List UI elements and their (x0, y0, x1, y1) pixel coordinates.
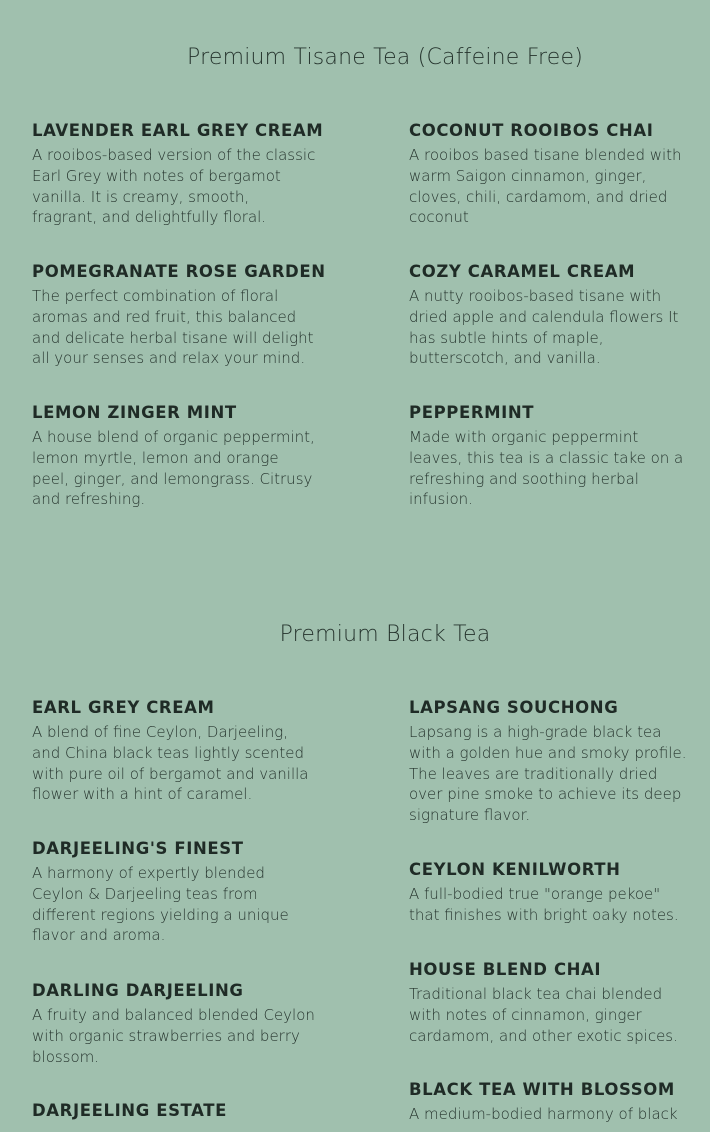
menu-item-name: LAVENDER EARL GREY CREAM (32, 121, 324, 140)
menu-item-name: COCONUT ROOIBOS CHAI (409, 121, 654, 140)
menu-item-description: A medium-bodied harmony of black (409, 1105, 678, 1123)
menu-item (409, 698, 695, 826)
section-title-tisane: Premium Tisane Tea (Caffeine Free) (187, 45, 583, 70)
menu-item-name: EARL GREY CREAM (32, 698, 215, 717)
menu-item (32, 403, 318, 510)
menu-item (409, 960, 695, 1046)
menu-item-description: Traditional black tea chai blended with notes of cinnamon, ginger cardamom, and other exotic spices. (409, 985, 678, 1045)
menu-item-name: PEPPERMINT (409, 403, 535, 422)
menu-item (409, 860, 695, 926)
menu-item-description: A full-bodied true "orange pekoe" that finishes with bright oaky notes. (409, 885, 679, 924)
menu-item (409, 262, 695, 369)
menu-item (32, 121, 324, 228)
menu-item (409, 121, 695, 228)
menu-item-name: COZY CARAMEL CREAM (409, 262, 636, 281)
menu-item-name: LEMON ZINGER MINT (32, 403, 237, 422)
menu-item (32, 262, 326, 369)
section-title-black-tea: Premium Black Tea (279, 622, 491, 647)
menu-item-name: POMEGRANATE ROSE GARDEN (32, 262, 326, 281)
menu-item-name: DARLING DARJEELING (32, 981, 244, 1000)
menu-item-description: Made with organic peppermint leaves, this tea is a classic take on a refreshing and soothing herbal infusion. (409, 428, 684, 509)
menu-item-name: DARJEELING ESTATE (32, 1101, 227, 1120)
menu-item-name: LAPSANG SOUCHONG (409, 698, 619, 717)
menu-item (32, 698, 318, 805)
menu-item-description: Lapsang is a high-grade black tea with a golden hue and smoky profile. The leaves are traditionally dried over pine smoke to achieve its deep signature flavor. (409, 723, 687, 825)
menu-item (409, 403, 695, 510)
menu-item-description: A nutty rooibos-based tisane with dried apple and calendula flowers It has subtle hints of maple, butterscotch, and vanilla. (409, 287, 679, 368)
menu-item-description: A harmony of expertly blended Ceylon & Darjeeling teas from different regions yielding a unique flavor and aroma. (32, 864, 289, 945)
menu-item (32, 1101, 318, 1125)
menu-item-description: A fruity and balanced blended Ceylon with organic strawberries and berry blossom. (32, 1006, 315, 1066)
menu-item-name: CEYLON KENILWORTH (409, 860, 621, 879)
menu-item-name: BLACK TEA WITH BLOSSOM (409, 1080, 675, 1099)
menu-item-name: DARJEELING'S FINEST (32, 839, 244, 858)
menu-item-name: HOUSE BLEND CHAI (409, 960, 602, 979)
menu-item-description: A rooibos based tisane blended with warm Saigon cinnamon, ginger, cloves, chili, cardamom, and dried coconut (409, 146, 682, 227)
menu-item-description: The perfect combination of floral aromas and red fruit, this balanced and delicate herbal tisane will delight all your senses and relax your mind. (32, 287, 314, 368)
menu-item-description: A rooibos-based version of the classic Earl Grey with notes of bergamot vanilla. It is creamy, smooth, fragrant, and delightfully floral. (32, 146, 316, 227)
menu-item-description: A house blend of organic peppermint, lemon myrtle, lemon and orange peel, ginger, and lemongrass. Citrusy and refreshing. (32, 428, 315, 509)
menu-item-description: A blend of fine Ceylon, Darjeeling, and China black teas lightly scented with pure oil of bergamot and vanilla flower with a hint of caramel. (32, 723, 309, 804)
menu-item (32, 839, 318, 946)
menu-item (409, 1080, 695, 1125)
menu-item (32, 981, 318, 1067)
